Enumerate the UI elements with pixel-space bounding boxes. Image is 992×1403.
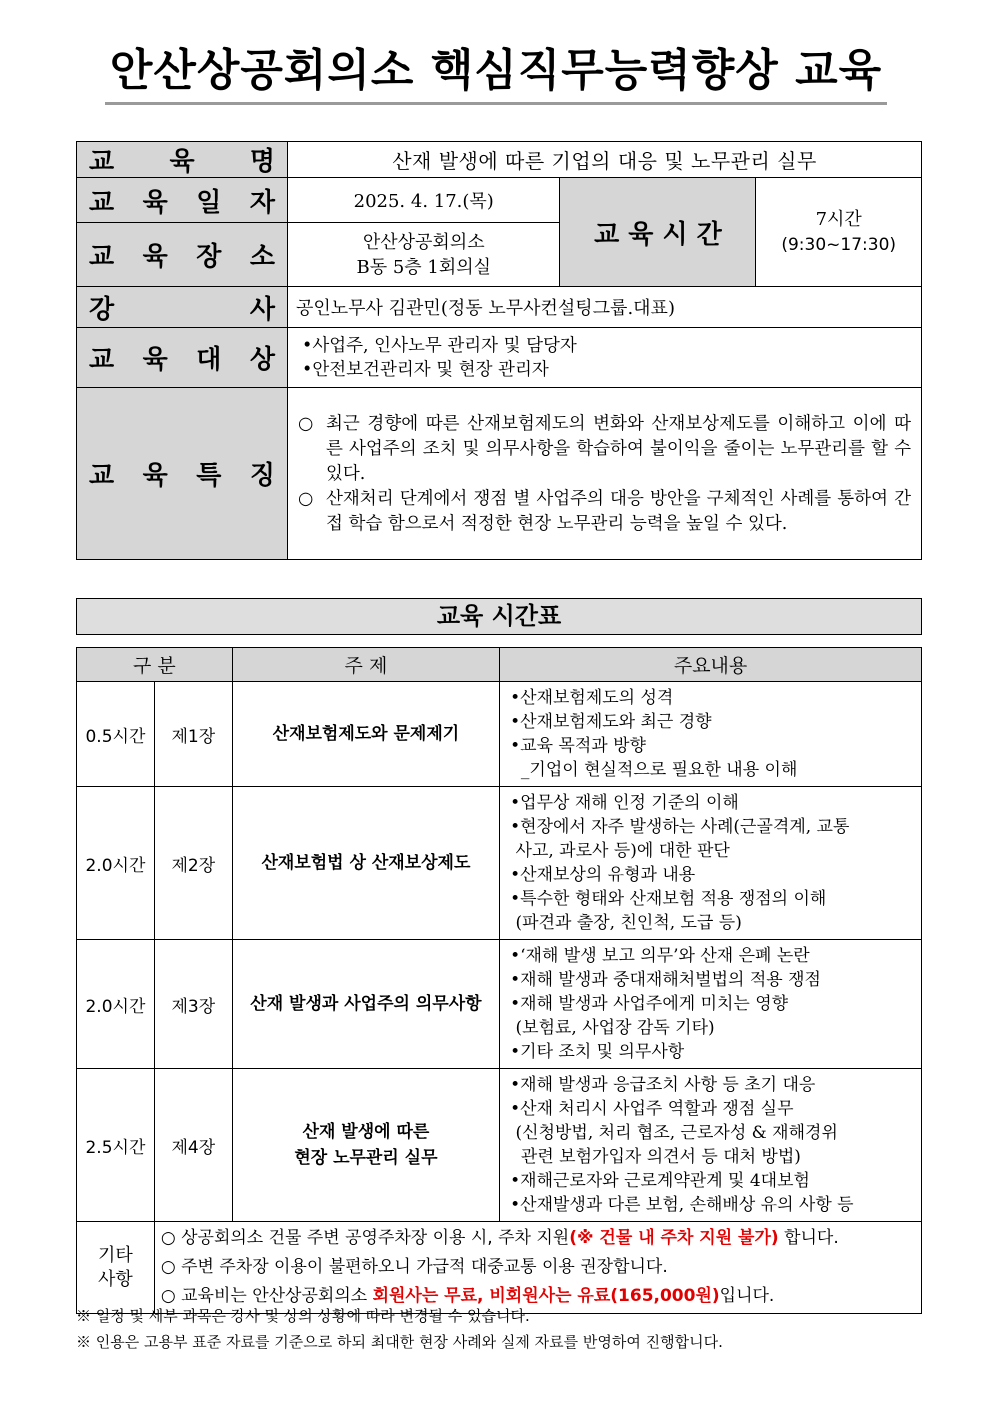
- course-date: 2025. 4. 17.(목): [288, 178, 560, 223]
- course-name: 산재 발생에 따른 기업의 대응 및 노무관리 실무: [288, 142, 922, 178]
- table-row: [77, 940, 922, 1069]
- other-note: ○ 주변 주차장 이용이 불편하오니 가급적 대중교통 이용 권장합니다.: [160, 1257, 668, 1277]
- row-chapter: 제4장: [154, 1069, 232, 1222]
- row-duration: 0.5시간: [77, 682, 155, 787]
- row-chapter: 제1장: [154, 682, 232, 787]
- course-place: 안산상공회의소 B동 5층 1회의실: [288, 223, 560, 287]
- row-chapter: 제2장: [154, 787, 232, 940]
- table-row: [77, 682, 922, 787]
- feature-item: ○ 최근 경향에 따른 산재보험제도의 변화와 산재보상제도를 이해하고 이에 따른 사업주의 조치 및 의무사항을 학습하여 불이익을 줄이는 노무관리를 할 수 있다.: [298, 414, 911, 484]
- page-title: 안산상공회의소 핵심직무능력향상 교육: [105, 40, 887, 105]
- course-duration: 7시간 (9:30~17:30): [756, 178, 922, 287]
- table-row: [77, 787, 922, 940]
- schedule-table: [76, 647, 922, 1314]
- row-chapter: 제3장: [154, 940, 232, 1069]
- row-topic: 산재보험법 상 산재보상제도: [232, 787, 499, 940]
- other-notes: [154, 1222, 921, 1314]
- other-label: 기타 사항: [77, 1222, 155, 1314]
- feature-item: ○ 산재처리 단계에서 쟁점 별 사업주의 대응 방안을 구체적인 사례를 통하여 간접 학습 함으로서 적정한 현장 노무관리 능력을 높일 수 있다.: [298, 489, 911, 534]
- row-topic: 산재보험제도와 문제제기: [232, 682, 499, 787]
- other-note: ○ 교육비는 안산상공회의소 회원사는 무료, 비회원사는 유료(165,000원)입니다.: [160, 1286, 775, 1306]
- lecturer: 공인노무사 김관민(정동 노무사컨설팅그룹.대표): [288, 287, 922, 328]
- row-contents: •재해 발생과 응급조치 사항 등 초기 대응 •산재 처리시 사업주 역할과 쟁점 실무 (신청방법, 처리 협조, 근로자성 & 재해경위 관련 보험가입자 의견서 등 대처 방법) •재해근로자와 근로계약관계 및 4대보험 •산재발생과 다른 보험, 손해배상 유의 사항 등: [500, 1069, 922, 1222]
- row-topic: 산재 발생에 따른 현장 노무관리 실무: [232, 1069, 499, 1222]
- row-duration: 2.5시간: [77, 1069, 155, 1222]
- footnote: ※ 인용은 고용부 표준 자료를 기준으로 하되 최대한 현장 사례와 실제 자료를 반영하여 진행합니다.: [76, 1333, 723, 1351]
- table-row: [77, 1069, 922, 1222]
- feature-list: [288, 388, 922, 560]
- header-topic: 주 제: [232, 648, 499, 682]
- lecturer-label: 강 사: [77, 287, 288, 328]
- time-label: 교 육 시 간: [560, 178, 756, 287]
- target-item: •사업주, 인사노무 관리자 및 담당자: [302, 335, 577, 356]
- footnote: ※ 일정 및 세부 과목은 강사 및 상의 상황에 따라 변경될 수 있습니다.: [76, 1307, 530, 1325]
- date-label: 교 육 일 자: [77, 178, 288, 223]
- row-contents: •업무상 재해 인정 기준의 이해 •현장에서 자주 발생하는 사례(근골격계, 교통 사고, 과로사 등)에 대한 판단 •산재보상의 유형과 내용 •특수한 형태와 산재보험 적용 쟁점의 이해 (파견과 출장, 친인척, 도급 등): [500, 787, 922, 940]
- target-list: [288, 328, 922, 388]
- row-duration: 2.0시간: [77, 940, 155, 1069]
- feature-label: 교 육 특 징: [77, 388, 288, 560]
- schedule-title: 교육 시간표: [76, 598, 922, 635]
- name-label: 교 육 명: [77, 142, 288, 178]
- row-contents: •산재보험제도의 성격 •산재보험제도와 최근 경향 •교육 목적과 방향 _기업이 현실적으로 필요한 내용 이해: [500, 682, 922, 787]
- table-row-other: [77, 1222, 922, 1314]
- header-contents: 주요내용: [500, 648, 922, 682]
- other-note: ○ 상공회의소 건물 주변 공영주차장 이용 시, 주차 지원(※ 건물 내 주차 지원 불가) 합니다.: [160, 1228, 839, 1248]
- target-item: •안전보건관리자 및 현장 관리자: [302, 359, 549, 380]
- header-category: 구 분: [77, 648, 233, 682]
- row-contents: •‘재해 발생 보고 의무’와 산재 은폐 논란 •재해 발생과 중대재해처벌법의 적용 쟁점 •재해 발생과 사업주에게 미치는 영향 (보험료, 사업장 감독 기타) •기타 조치 및 의무사항: [500, 940, 922, 1069]
- row-topic: 산재 발생과 사업주의 의무사항: [232, 940, 499, 1069]
- target-label: 교 육 대 상: [77, 328, 288, 388]
- row-duration: 2.0시간: [77, 787, 155, 940]
- place-label: 교 육 장 소: [77, 223, 288, 287]
- course-info-table: [76, 141, 922, 560]
